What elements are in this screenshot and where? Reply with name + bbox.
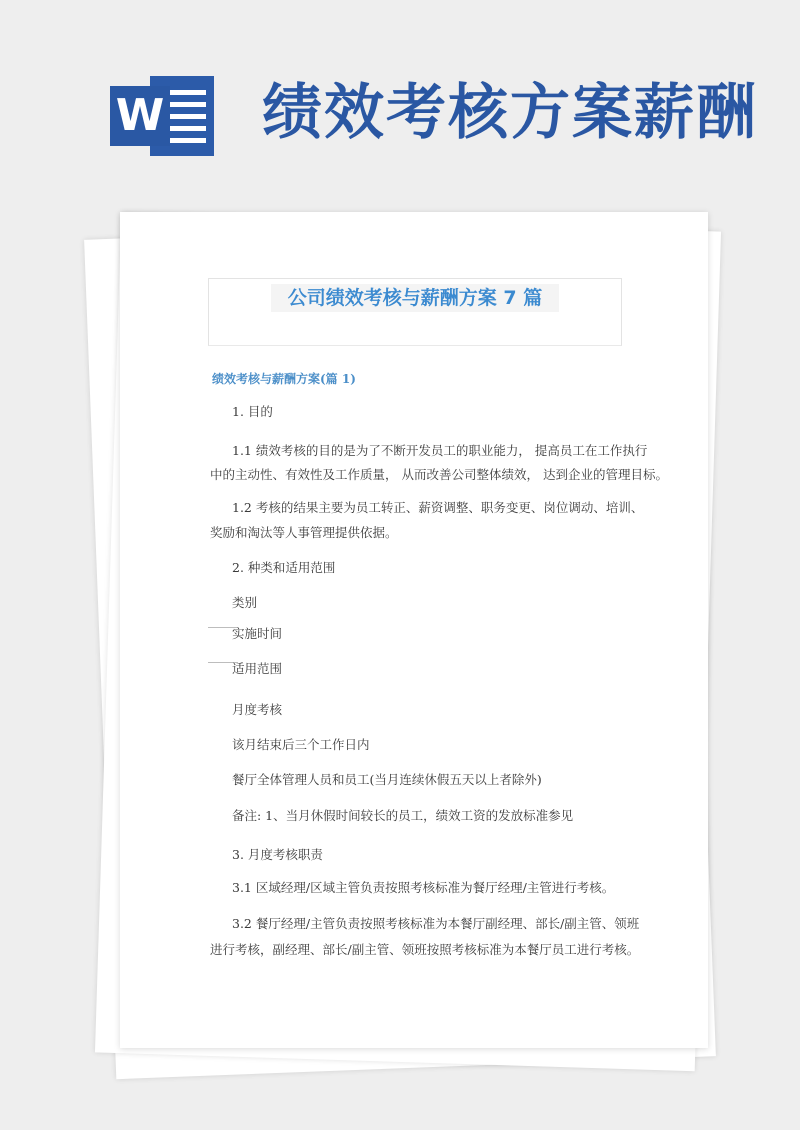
document-title: 公司绩效考核与薪酬方案 7 篇 bbox=[271, 284, 559, 312]
title-box bbox=[208, 278, 622, 346]
paragraph-line: 进行考核，副经理、部长/副主管、领班按照考核标准为本餐厅员工进行考核。 bbox=[210, 942, 640, 957]
paragraph-line: 实施时间 bbox=[232, 626, 283, 641]
section-heading: 绩效考核与薪酬方案(篇 1) bbox=[212, 372, 356, 386]
word-w-badge: W bbox=[110, 86, 170, 146]
paragraph-line: 中的主动性、有效性及工作质量， 从而改善公司整体绩效， 达到企业的管理目标。 bbox=[210, 467, 668, 482]
paragraph-line: 类别 bbox=[232, 595, 258, 610]
header-title: 绩效考核方案薪酬 bbox=[262, 78, 758, 148]
paragraph-line: 3. 月度考核职责 bbox=[232, 847, 323, 862]
paragraph-line: 奖励和淘汰等人事管理提供依据。 bbox=[210, 525, 398, 540]
paragraph-line: 月度考核 bbox=[232, 702, 283, 717]
paragraph-line: 3.1 区域经理/区域主管负责按照考核标准为餐厅经理/主管进行考核。 bbox=[232, 880, 615, 895]
paragraph-line: 2. 种类和适用范围 bbox=[232, 560, 336, 575]
paragraph-line: 1.2 考核的结果主要为员工转正、薪资调整、职务变更、岗位调动、培训、 bbox=[232, 500, 644, 515]
word-document-icon bbox=[110, 68, 220, 163]
document-page bbox=[120, 212, 708, 1048]
paragraph-line: 备注: 1、当月休假时间较长的员工，绩效工资的发放标准参见 bbox=[232, 808, 574, 823]
paragraph-line: 3.2 餐厅经理/主管负责按照考核标准为本餐厅副经理、部长/副主管、领班 bbox=[232, 916, 640, 931]
paragraph-line: 适用范围 bbox=[232, 661, 283, 676]
page-header bbox=[0, 0, 800, 200]
paragraph-line: 餐厅全体管理人员和员工(当月连续休假五天以上者除外) bbox=[232, 772, 542, 787]
paragraph-line: 1. 目的 bbox=[232, 404, 273, 419]
paragraph-line: 该月结束后三个工作日内 bbox=[232, 737, 370, 752]
paragraph-line: 1.1 绩效考核的目的是为了不断开发员工的职业能力， 提高员工在工作执行 bbox=[232, 443, 648, 458]
